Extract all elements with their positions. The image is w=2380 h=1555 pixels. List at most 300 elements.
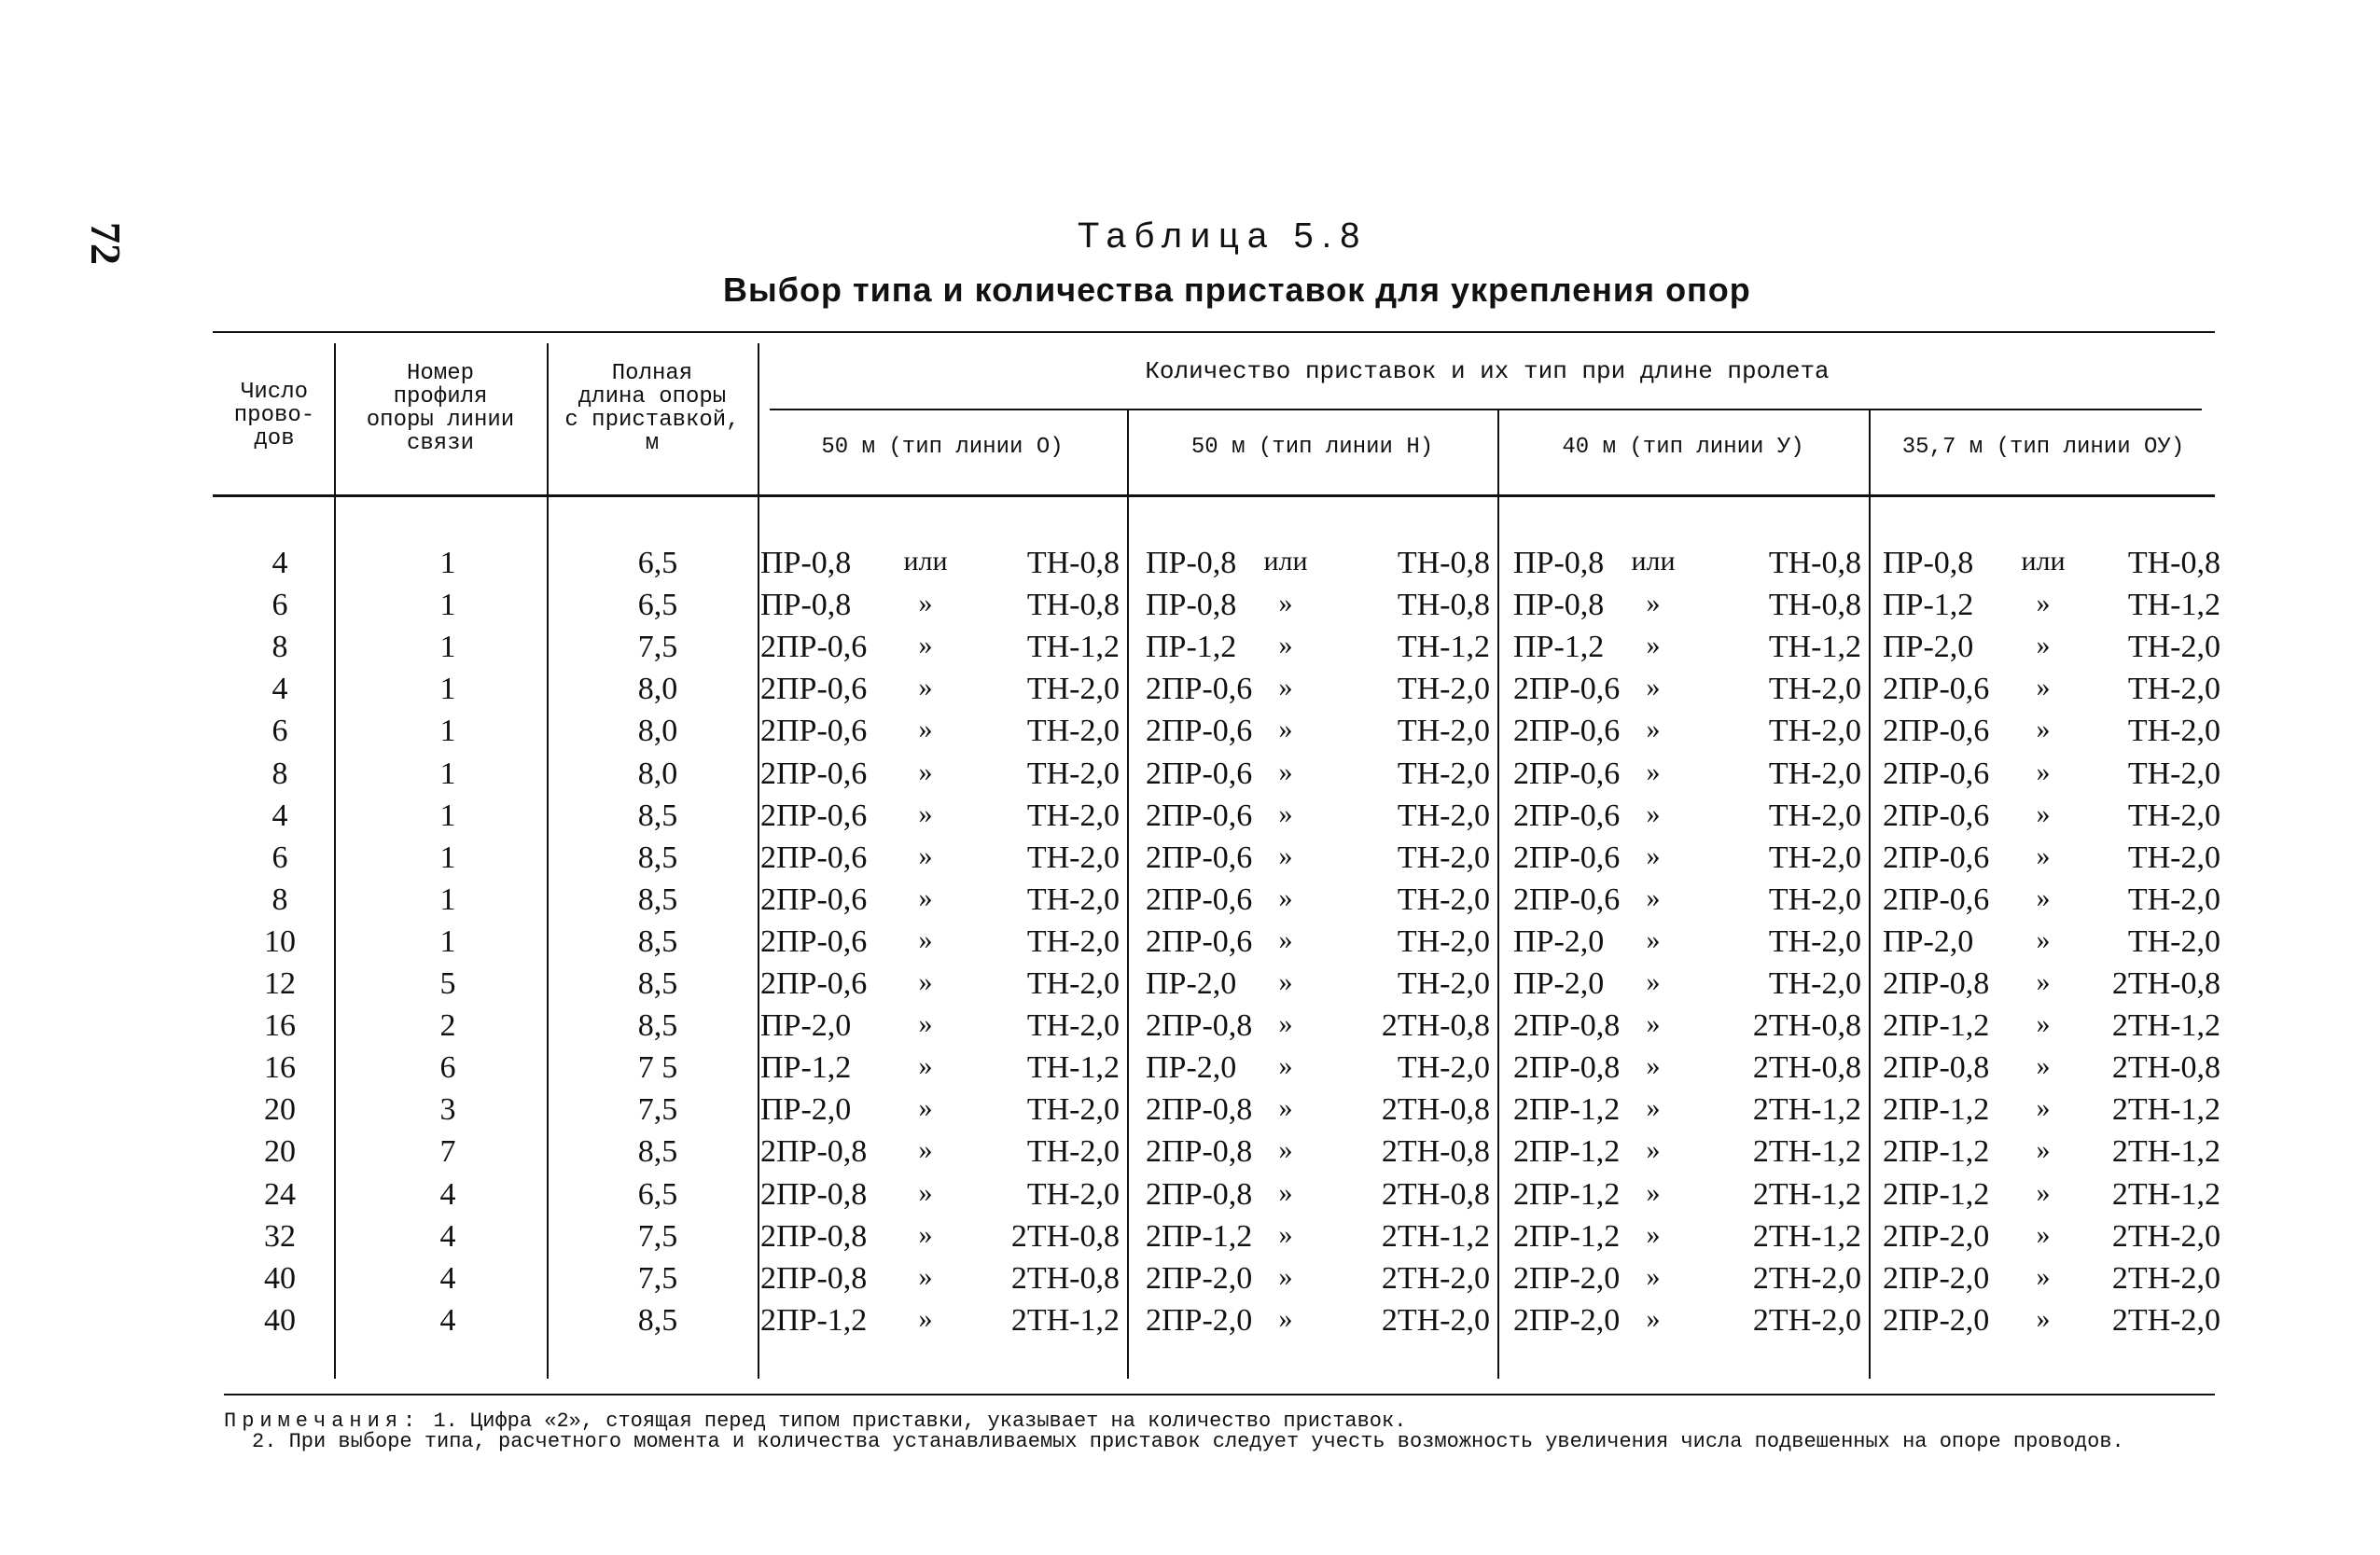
cell-length: 7,5 <box>637 630 678 665</box>
cell-conjunction: » <box>1278 714 1293 745</box>
cell-primary-type: 2ПР-0,6 <box>1883 756 1990 791</box>
header-profile: Номер профиля опоры линии связи <box>366 361 515 456</box>
cell-alt-type: ТН-0,8 <box>1397 546 1490 580</box>
cell-conjunction: » <box>1646 1050 1661 1082</box>
cell-conjunction: » <box>1278 882 1293 913</box>
cell-primary-type: 2ПР-2,0 <box>1146 1302 1253 1338</box>
cell-length: 6,5 <box>637 588 678 623</box>
cell-wires: 6 <box>271 714 288 749</box>
cell-alt-type: 2ТН-1,2 <box>2111 1092 2220 1128</box>
cell-profile: 1 <box>439 588 456 623</box>
cell-profile: 1 <box>439 714 456 749</box>
cell-primary-type: 2ПР-0,6 <box>1146 714 1253 749</box>
cell-primary-type: 2ПР-1,2 <box>1883 1176 1990 1212</box>
table-title: Выбор типа и количества приставок для укрепления опор <box>723 271 1751 309</box>
table-row <box>0 882 2380 924</box>
cell-conjunction: » <box>1278 1218 1293 1250</box>
cell-primary-type: 2ПР-1,2 <box>1513 1092 1621 1128</box>
table-top-rule <box>213 331 2215 333</box>
cell-wires: 20 <box>264 1092 296 1128</box>
table-bottom-rule <box>224 1394 2215 1395</box>
cell-length: 6,5 <box>637 546 678 580</box>
cell-profile: 1 <box>439 840 456 875</box>
cell-alt-type: ТН-0,8 <box>1026 546 1120 580</box>
cell-alt-type: ТН-2,0 <box>1397 798 1490 833</box>
cell-conjunction: » <box>918 882 933 913</box>
table-row <box>0 1303 2380 1345</box>
table-row <box>0 588 2380 630</box>
cell-conjunction: » <box>1278 798 1293 829</box>
cell-primary-type: 2ПР-1,2 <box>1883 1134 1990 1170</box>
cell-alt-type: ТН-2,0 <box>1397 882 1490 917</box>
cell-primary-type: 2ПР-0,8 <box>1146 1134 1253 1170</box>
cell-primary-type: ПР-2,0 <box>1883 630 1974 665</box>
cell-alt-type: ТН-0,8 <box>1026 588 1120 623</box>
cell-primary-type: 2ПР-0,6 <box>760 923 868 959</box>
cell-primary-type: ПР-0,8 <box>1146 588 1237 623</box>
table-row <box>0 630 2380 672</box>
notes <box>224 1411 2220 1452</box>
page-number: 72 <box>82 222 130 265</box>
cell-primary-type: 2ПР-0,6 <box>1146 840 1253 875</box>
cell-profile: 2 <box>439 1008 456 1044</box>
cell-conjunction: » <box>2036 714 2051 745</box>
cell-alt-type: ТН-2,0 <box>2127 923 2220 959</box>
cell-primary-type: 2ПР-2,0 <box>1513 1302 1621 1338</box>
cell-alt-type: 2ТН-0,8 <box>1752 1008 1861 1044</box>
cell-primary-type: 2ПР-0,6 <box>760 798 868 833</box>
cell-alt-type: ТН-2,0 <box>1768 966 1861 1001</box>
table-row <box>0 1177 2380 1219</box>
cell-alt-type: ТН-2,0 <box>1397 714 1490 749</box>
cell-conjunction: » <box>918 630 933 661</box>
cell-primary-type: 2ПР-0,6 <box>760 672 868 707</box>
cell-length: 7,5 <box>637 1092 678 1128</box>
cell-profile: 4 <box>439 1176 456 1212</box>
cell-primary-type: 2ПР-0,6 <box>760 882 868 917</box>
cell-alt-type: 2ТН-1,2 <box>1752 1218 1861 1254</box>
cell-wires: 6 <box>271 588 288 623</box>
cell-length: 8,5 <box>637 1134 678 1170</box>
cell-alt-type: 2ТН-2,0 <box>2111 1302 2220 1338</box>
cell-primary-type: ПР-2,0 <box>1883 923 1974 959</box>
cell-profile: 4 <box>439 1260 456 1296</box>
cell-length: 8,5 <box>637 966 678 1001</box>
cell-wires: 40 <box>264 1260 296 1296</box>
cell-length: 8,0 <box>637 672 678 707</box>
cell-conjunction: » <box>1646 756 1661 787</box>
cell-alt-type: 2ТН-0,8 <box>2111 966 2220 1001</box>
cell-alt-type: ТН-2,0 <box>1397 840 1490 875</box>
cell-conjunction: » <box>1646 1134 1661 1166</box>
cell-primary-type: 2ПР-2,0 <box>1513 1260 1621 1296</box>
header-span-group: Количество приставок и их тип при длине пролета <box>1145 357 1830 385</box>
table-row <box>0 840 2380 882</box>
cell-conjunction: » <box>1646 1302 1661 1334</box>
cell-alt-type: ТН-1,2 <box>1026 630 1120 665</box>
cell-conjunction: » <box>1646 630 1661 661</box>
cell-alt-type: 2ТН-1,2 <box>1752 1176 1861 1212</box>
cell-conjunction: » <box>918 1008 933 1040</box>
cell-alt-type: ТН-1,2 <box>2127 588 2220 623</box>
table-row <box>0 1050 2380 1092</box>
cell-conjunction: » <box>1278 1134 1293 1166</box>
cell-primary-type: 2ПР-1,2 <box>1146 1218 1253 1254</box>
cell-length: 8,0 <box>637 714 678 749</box>
cell-alt-type: 2ТН-0,8 <box>1381 1176 1490 1212</box>
cell-alt-type: 2ТН-0,8 <box>1381 1092 1490 1128</box>
table-row <box>0 672 2380 714</box>
cell-alt-type: 2ТН-1,2 <box>1752 1092 1861 1128</box>
header-wires: Число прово- дов <box>233 380 315 451</box>
cell-conjunction: » <box>918 923 933 955</box>
cell-conjunction: » <box>2036 882 2051 913</box>
cell-alt-type: ТН-2,0 <box>1026 714 1120 749</box>
cell-primary-type: 2ПР-0,6 <box>760 630 868 665</box>
cell-profile: 1 <box>439 882 456 917</box>
cell-primary-type: 2ПР-1,2 <box>1883 1008 1990 1044</box>
cell-profile: 1 <box>439 630 456 665</box>
cell-conjunction: » <box>1646 798 1661 829</box>
cell-alt-type: 2ТН-0,8 <box>1381 1134 1490 1170</box>
note-2: 2. При выборе типа, расчетного момента и количества устанавливаемых приставок следует учесть возможность увеличения числа подвешенных на опоре проводов. <box>252 1430 2124 1453</box>
cell-alt-type: ТН-2,0 <box>1026 840 1120 875</box>
cell-conjunction: » <box>918 1050 933 1082</box>
cell-primary-type: ПР-2,0 <box>760 1092 852 1128</box>
cell-alt-type: ТН-2,0 <box>2127 630 2220 665</box>
cell-conjunction: » <box>2036 1176 2051 1208</box>
cell-primary-type: ПР-0,8 <box>760 588 852 623</box>
cell-conjunction: » <box>918 1260 933 1292</box>
cell-conjunction: » <box>1278 1050 1293 1082</box>
cell-conjunction: » <box>1646 672 1661 703</box>
cell-profile: 6 <box>439 1050 456 1086</box>
cell-conjunction: » <box>2036 966 2051 997</box>
cell-conjunction: » <box>2036 1260 2051 1292</box>
header-span-n: 50 м (тип линии Н) <box>1190 435 1434 460</box>
cell-conjunction: » <box>2036 798 2051 829</box>
cell-conjunction: » <box>1646 1092 1661 1124</box>
cell-alt-type: 2ТН-0,8 <box>1752 1050 1861 1086</box>
cell-conjunction: » <box>918 1176 933 1208</box>
cell-primary-type: 2ПР-0,6 <box>1513 882 1621 917</box>
cell-conjunction: » <box>918 588 933 619</box>
cell-conjunction: » <box>1278 1008 1293 1040</box>
cell-primary-type: ПР-2,0 <box>1146 1050 1237 1086</box>
cell-alt-type: ТН-0,8 <box>2127 546 2220 580</box>
table-row <box>0 1008 2380 1050</box>
header-span-ou: 35,7 м (тип линии ОУ) <box>1901 435 2185 460</box>
note-1-text: 1. Цифра «2», стоящая перед типом приставки, указывает на количество приставок. <box>433 1409 1407 1433</box>
cell-conjunction: » <box>1646 1008 1661 1040</box>
cell-alt-type: 2ТН-0,8 <box>1381 1008 1490 1044</box>
cell-conjunction: » <box>1278 966 1293 997</box>
cell-conjunction: » <box>1278 840 1293 871</box>
cell-alt-type: ТН-1,2 <box>1397 630 1490 665</box>
cell-conjunction: » <box>1646 714 1661 745</box>
cell-alt-type: ТН-0,8 <box>1397 588 1490 623</box>
cell-primary-type: ПР-1,2 <box>1146 630 1237 665</box>
cell-profile: 4 <box>439 1218 456 1254</box>
cell-wires: 8 <box>271 882 288 917</box>
cell-alt-type: ТН-0,8 <box>1768 546 1861 580</box>
cell-length: 8,5 <box>637 1302 678 1338</box>
cell-primary-type: ПР-0,8 <box>1513 588 1605 623</box>
cell-primary-type: 2ПР-1,2 <box>1513 1134 1621 1170</box>
cell-profile: 1 <box>439 546 456 580</box>
cell-conjunction: » <box>918 714 933 745</box>
cell-alt-type: 2ТН-1,2 <box>1381 1218 1490 1254</box>
cell-conjunction: » <box>2036 840 2051 871</box>
cell-conjunction: » <box>1278 756 1293 787</box>
cell-primary-type: 2ПР-0,6 <box>1883 798 1990 833</box>
cell-conjunction: » <box>1278 923 1293 955</box>
cell-primary-type: 2ПР-0,8 <box>1883 966 1990 1001</box>
table-row <box>0 1092 2380 1134</box>
cell-primary-type: ПР-2,0 <box>1513 923 1605 959</box>
cell-primary-type: 2ПР-0,8 <box>1513 1008 1621 1044</box>
cell-primary-type: ПР-1,2 <box>1513 630 1605 665</box>
cell-conjunction: » <box>918 840 933 871</box>
cell-primary-type: 2ПР-0,6 <box>1513 840 1621 875</box>
cell-alt-type: ТН-2,0 <box>1026 1092 1120 1128</box>
cell-conjunction: » <box>918 1218 933 1250</box>
cell-primary-type: ПР-0,8 <box>1513 546 1605 580</box>
cell-wires: 8 <box>271 756 288 791</box>
cell-conjunction: » <box>2036 672 2051 703</box>
cell-alt-type: ТН-0,8 <box>1768 588 1861 623</box>
cell-alt-type: ТН-2,0 <box>1397 756 1490 791</box>
header-bottom-rule <box>213 494 2215 497</box>
cell-conjunction: » <box>918 1092 933 1124</box>
cell-wires: 20 <box>264 1134 296 1170</box>
cell-primary-type: 2ПР-0,6 <box>1513 714 1621 749</box>
cell-alt-type: ТН-2,0 <box>1768 840 1861 875</box>
cell-conjunction: » <box>2036 630 2051 661</box>
cell-alt-type: ТН-2,0 <box>1026 1134 1120 1170</box>
cell-conjunction: » <box>2036 1218 2051 1250</box>
cell-length: 8,5 <box>637 923 678 959</box>
cell-conjunction: » <box>2036 1050 2051 1082</box>
cell-profile: 3 <box>439 1092 456 1128</box>
cell-primary-type: 2ПР-0,6 <box>1883 672 1990 707</box>
table-row <box>0 924 2380 966</box>
cell-alt-type: 2ТН-1,2 <box>2111 1008 2220 1044</box>
cell-wires: 16 <box>264 1008 296 1044</box>
cell-primary-type: ПР-0,8 <box>1883 546 1974 580</box>
cell-conjunction: » <box>1278 1176 1293 1208</box>
cell-primary-type: 2ПР-0,8 <box>760 1176 868 1212</box>
cell-alt-type: 2ТН-2,0 <box>1381 1260 1490 1296</box>
cell-conjunction: или <box>2021 546 2066 576</box>
cell-profile: 1 <box>439 923 456 959</box>
cell-primary-type: 2ПР-0,8 <box>1513 1050 1621 1086</box>
cell-length: 7,5 <box>637 1218 678 1254</box>
cell-conjunction: » <box>1646 1218 1661 1250</box>
cell-length: 8,5 <box>637 1008 678 1044</box>
cell-alt-type: ТН-1,2 <box>1768 630 1861 665</box>
notes-label: Примечания: <box>224 1409 422 1433</box>
cell-conjunction: » <box>1278 1092 1293 1124</box>
table-row <box>0 1219 2380 1261</box>
cell-conjunction: » <box>1278 588 1293 619</box>
cell-conjunction: » <box>918 798 933 829</box>
cell-wires: 12 <box>264 966 296 1001</box>
cell-conjunction: » <box>1646 1260 1661 1292</box>
cell-primary-type: ПР-1,2 <box>760 1050 852 1086</box>
cell-alt-type: 2ТН-0,8 <box>1010 1218 1120 1254</box>
cell-primary-type: ПР-2,0 <box>760 1008 852 1044</box>
cell-wires: 10 <box>264 923 296 959</box>
cell-conjunction: » <box>2036 923 2051 955</box>
cell-alt-type: ТН-2,0 <box>1026 798 1120 833</box>
cell-alt-type: ТН-2,0 <box>1768 756 1861 791</box>
cell-alt-type: ТН-2,0 <box>1397 923 1490 959</box>
cell-wires: 4 <box>271 798 288 833</box>
cell-primary-type: ПР-0,8 <box>760 546 852 580</box>
table-row <box>0 1261 2380 1303</box>
cell-length: 7 5 <box>637 1050 678 1086</box>
cell-conjunction: » <box>1646 588 1661 619</box>
cell-length: 8,5 <box>637 882 678 917</box>
note-1 <box>224 1411 2220 1432</box>
cell-conjunction: » <box>1278 672 1293 703</box>
table-row <box>0 1134 2380 1176</box>
cell-conjunction: » <box>1646 966 1661 997</box>
cell-primary-type: 2ПР-0,6 <box>760 714 868 749</box>
cell-primary-type: 2ПР-0,6 <box>760 756 868 791</box>
cell-alt-type: ТН-2,0 <box>1026 756 1120 791</box>
cell-conjunction: » <box>1646 923 1661 955</box>
table-row <box>0 757 2380 798</box>
cell-alt-type: ТН-1,2 <box>1026 1050 1120 1086</box>
cell-primary-type: 2ПР-2,0 <box>1883 1218 1990 1254</box>
cell-conjunction: » <box>2036 588 2051 619</box>
cell-primary-type: 2ПР-0,6 <box>1883 840 1990 875</box>
cell-alt-type: 2ТН-2,0 <box>1752 1260 1861 1296</box>
cell-primary-type: 2ПР-0,6 <box>1513 672 1621 707</box>
header-length: Полная длина опоры с приставкой, м <box>564 361 740 456</box>
cell-primary-type: 2ПР-0,6 <box>1146 923 1253 959</box>
cell-wires: 32 <box>264 1218 296 1254</box>
cell-primary-type: 2ПР-0,8 <box>1883 1050 1990 1086</box>
cell-profile: 7 <box>439 1134 456 1170</box>
header-span-u: 40 м (тип линии У) <box>1562 435 1804 460</box>
cell-primary-type: 2ПР-0,6 <box>1883 882 1990 917</box>
cell-profile: 1 <box>439 798 456 833</box>
cell-alt-type: ТН-2,0 <box>1768 882 1861 917</box>
cell-conjunction: » <box>918 756 933 787</box>
cell-conjunction: » <box>2036 1092 2051 1124</box>
cell-primary-type: 2ПР-0,6 <box>1513 756 1621 791</box>
cell-wires: 4 <box>271 672 288 707</box>
cell-primary-type: 2ПР-0,6 <box>1146 882 1253 917</box>
cell-primary-type: 2ПР-0,8 <box>760 1218 868 1254</box>
cell-conjunction: или <box>1263 546 1308 576</box>
cell-conjunction: » <box>918 966 933 997</box>
cell-alt-type: 2ТН-1,2 <box>2111 1176 2220 1212</box>
cell-conjunction: » <box>1278 1260 1293 1292</box>
table-row <box>0 966 2380 1008</box>
cell-conjunction: » <box>918 1134 933 1166</box>
cell-conjunction: или <box>1631 546 1676 576</box>
table-row <box>0 546 2380 588</box>
cell-conjunction: » <box>2036 1302 2051 1334</box>
cell-alt-type: ТН-2,0 <box>2127 672 2220 707</box>
cell-length: 8,5 <box>637 798 678 833</box>
cell-primary-type: 2ПР-2,0 <box>1146 1260 1253 1296</box>
cell-alt-type: ТН-2,0 <box>2127 756 2220 791</box>
cell-conjunction: или <box>903 546 948 576</box>
cell-alt-type: 2ТН-0,8 <box>2111 1050 2220 1086</box>
cell-profile: 5 <box>439 966 456 1001</box>
cell-alt-type: 2ТН-1,2 <box>1752 1134 1861 1170</box>
cell-primary-type: 2ПР-1,2 <box>1513 1218 1621 1254</box>
cell-alt-type: ТН-2,0 <box>2127 714 2220 749</box>
cell-alt-type: 2ТН-2,0 <box>2111 1218 2220 1254</box>
cell-alt-type: 2ТН-2,0 <box>1752 1302 1861 1338</box>
header-span-o: 50 м (тип линии О) <box>821 435 1064 460</box>
cell-alt-type: ТН-2,0 <box>1397 966 1490 1001</box>
cell-primary-type: 2ПР-0,8 <box>1146 1176 1253 1212</box>
cell-conjunction: » <box>2036 1008 2051 1040</box>
cell-length: 6,5 <box>637 1176 678 1212</box>
cell-profile: 1 <box>439 672 456 707</box>
cell-alt-type: ТН-2,0 <box>1026 882 1120 917</box>
cell-primary-type: 2ПР-1,2 <box>1513 1176 1621 1212</box>
cell-primary-type: ПР-0,8 <box>1146 546 1237 580</box>
cell-primary-type: ПР-2,0 <box>1513 966 1605 1001</box>
cell-conjunction: » <box>1646 1176 1661 1208</box>
cell-primary-type: 2ПР-0,6 <box>760 966 868 1001</box>
cell-wires: 6 <box>271 840 288 875</box>
cell-wires: 40 <box>264 1302 296 1338</box>
cell-alt-type: ТН-2,0 <box>1768 672 1861 707</box>
cell-alt-type: ТН-2,0 <box>1768 923 1861 959</box>
cell-alt-type: ТН-2,0 <box>1768 798 1861 833</box>
cell-conjunction: » <box>1278 1302 1293 1334</box>
cell-length: 8,5 <box>637 840 678 875</box>
cell-primary-type: 2ПР-0,6 <box>760 840 868 875</box>
cell-alt-type: ТН-2,0 <box>1026 966 1120 1001</box>
cell-conjunction: » <box>918 672 933 703</box>
cell-profile: 1 <box>439 756 456 791</box>
cell-alt-type: 2ТН-2,0 <box>1381 1302 1490 1338</box>
cell-alt-type: ТН-2,0 <box>1026 923 1120 959</box>
cell-wires: 16 <box>264 1050 296 1086</box>
cell-length: 7,5 <box>637 1260 678 1296</box>
cell-primary-type: ПР-2,0 <box>1146 966 1237 1001</box>
cell-primary-type: 2ПР-0,6 <box>1146 798 1253 833</box>
table-label: Таблица 5.8 <box>1078 216 1369 256</box>
cell-wires: 8 <box>271 630 288 665</box>
cell-primary-type: 2ПР-2,0 <box>1883 1302 1990 1338</box>
cell-primary-type: 2ПР-1,2 <box>760 1302 868 1338</box>
cell-primary-type: 2ПР-2,0 <box>1883 1260 1990 1296</box>
cell-primary-type: 2ПР-1,2 <box>1883 1092 1990 1128</box>
cell-alt-type: 2ТН-2,0 <box>2111 1260 2220 1296</box>
cell-alt-type: ТН-2,0 <box>2127 840 2220 875</box>
cell-conjunction: » <box>918 1302 933 1334</box>
cell-profile: 4 <box>439 1302 456 1338</box>
table-row <box>0 798 2380 840</box>
table-row <box>0 714 2380 756</box>
cell-wires: 24 <box>264 1176 296 1212</box>
cell-primary-type: 2ПР-0,6 <box>1513 798 1621 833</box>
cell-conjunction: » <box>2036 1134 2051 1166</box>
cell-primary-type: 2ПР-0,8 <box>760 1134 868 1170</box>
cell-primary-type: 2ПР-0,8 <box>1146 1008 1253 1044</box>
